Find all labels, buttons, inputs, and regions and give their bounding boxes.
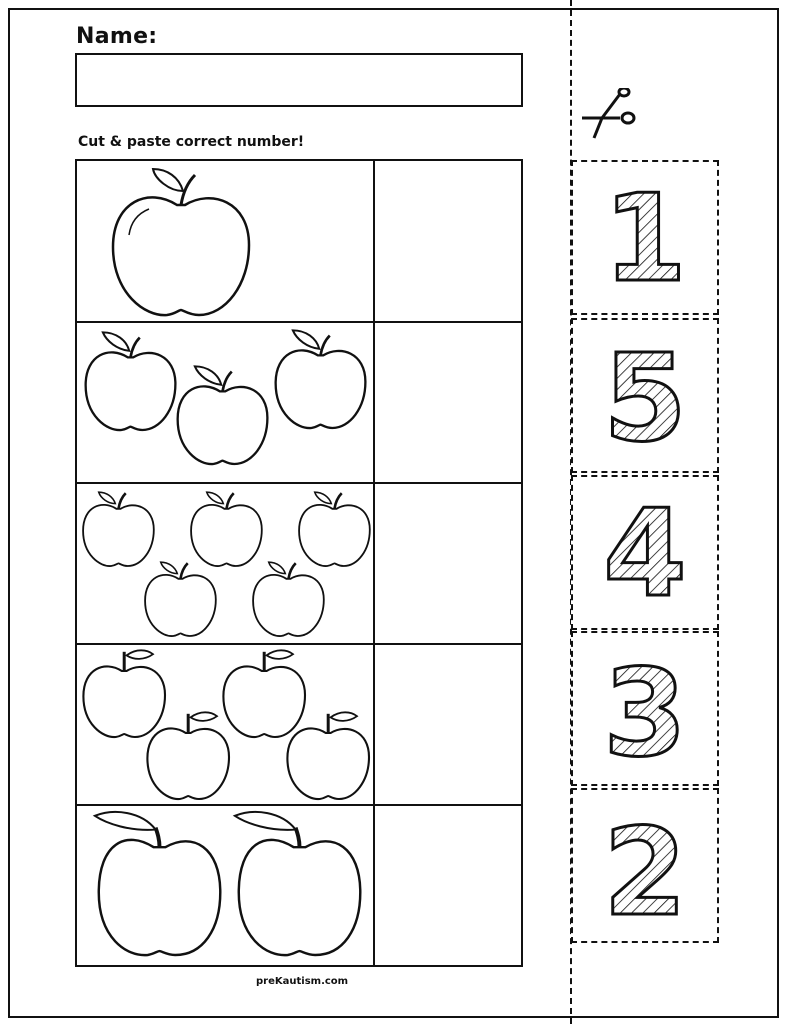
grid-row-4: [77, 645, 521, 806]
apple-icon: [83, 650, 165, 737]
apple-picture-cell: [77, 806, 375, 965]
number-label: 3: [603, 645, 687, 784]
number-label: 5: [603, 330, 687, 469]
name-field[interactable]: [75, 53, 523, 107]
apple-icon: [113, 169, 249, 315]
apple-group-4: [77, 645, 373, 804]
apple-icon: [287, 712, 369, 799]
apple-picture-cell: [77, 323, 375, 482]
number-cutout-2[interactable]: [571, 788, 719, 943]
answer-drop-zone[interactable]: [375, 323, 521, 482]
answer-drop-zone[interactable]: [375, 806, 521, 965]
apple-icon: [145, 562, 216, 636]
apple-picture-cell: [77, 161, 375, 321]
number-label: 1: [603, 170, 687, 309]
apple-icon: [178, 366, 268, 464]
apple-icon: [253, 562, 324, 636]
apple-icon: [86, 332, 176, 430]
apple-icon: [191, 492, 262, 566]
apple-icon: [83, 492, 154, 566]
apple-icon: [276, 330, 366, 428]
number-cutout-4[interactable]: [571, 475, 719, 630]
apple-icon: [223, 650, 305, 737]
apple-icon: [95, 812, 220, 955]
grid-row-3: [77, 484, 521, 645]
answer-drop-zone[interactable]: [375, 161, 521, 321]
apple-group-3: [77, 323, 373, 482]
apple-picture-cell: [77, 645, 375, 804]
answer-drop-zone[interactable]: [375, 645, 521, 804]
footer-website: preKautism.com: [256, 976, 349, 987]
number-cutout-3[interactable]: [571, 631, 719, 786]
answer-drop-zone[interactable]: [375, 484, 521, 643]
apple-group-2: [77, 806, 373, 965]
number-label: 2: [603, 804, 687, 941]
scissors-icon: [580, 88, 640, 148]
grid-row-1: [77, 161, 521, 323]
apple-icon: [147, 712, 229, 799]
number-label: 4: [603, 485, 687, 624]
apple-picture-cell: [77, 484, 375, 643]
number-cutout-5[interactable]: [571, 318, 719, 473]
name-label: Name:: [76, 24, 158, 49]
apple-group-5: [77, 484, 373, 643]
apple-group-1: [77, 161, 373, 321]
number-cutout-1[interactable]: [571, 160, 719, 315]
apple-icon: [235, 812, 360, 955]
instructions-text: Cut & paste correct number!: [78, 134, 305, 150]
grid-row-2: [77, 323, 521, 484]
counting-grid: [75, 159, 523, 967]
apple-icon: [299, 492, 370, 566]
grid-row-5: [77, 806, 521, 965]
